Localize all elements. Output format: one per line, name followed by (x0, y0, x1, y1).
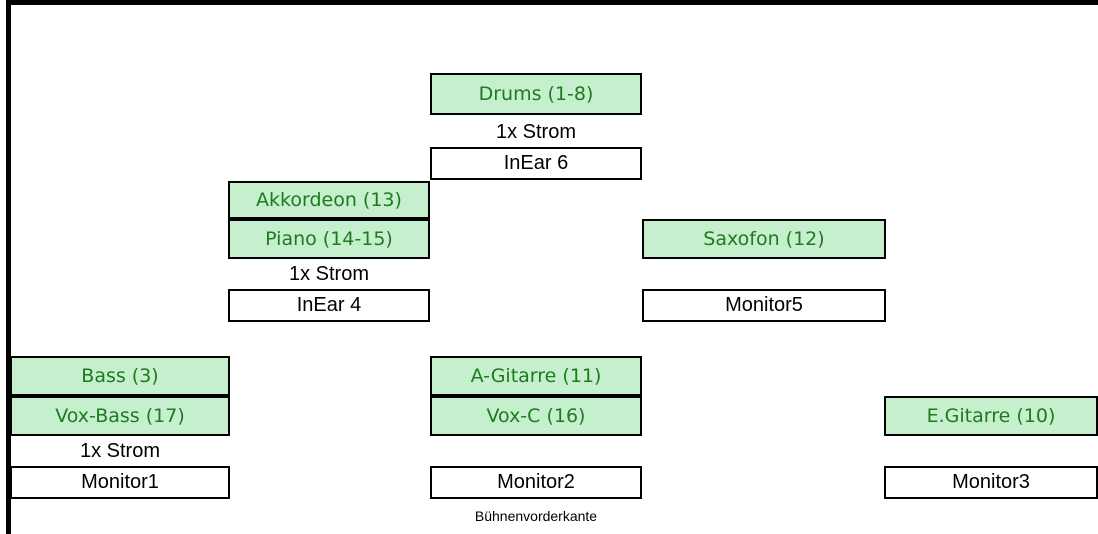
vox-bass-cell[interactable]: Vox-Bass (17) (10, 396, 230, 436)
vox-c-cell[interactable]: Vox-C (16) (430, 396, 642, 436)
saxofon-cell[interactable]: Saxofon (12) (642, 219, 886, 259)
inear4-cell[interactable]: InEar 4 (228, 289, 430, 322)
stage-front-edge-label: Bühnenvorderkante (474, 508, 598, 524)
monitor1-cell[interactable]: Monitor1 (10, 466, 230, 499)
a-gitarre-cell[interactable]: A-Gitarre (11) (430, 356, 642, 396)
akkordeon-cell[interactable]: Akkordeon (13) (228, 181, 430, 219)
monitor2-cell[interactable]: Monitor2 (430, 466, 642, 499)
inear6-cell[interactable]: InEar 6 (430, 147, 642, 180)
drums-cell[interactable]: Drums (1-8) (430, 73, 642, 115)
keys-power-label: 1x Strom (288, 262, 370, 285)
bass-power-label: 1x Strom (79, 439, 161, 462)
drums-power-label: 1x Strom (495, 120, 577, 143)
monitor3-cell[interactable]: Monitor3 (884, 466, 1098, 499)
stage-frame-top (6, 0, 1098, 5)
monitor5-cell[interactable]: Monitor5 (642, 289, 886, 322)
bass-cell[interactable]: Bass (3) (10, 356, 230, 396)
piano-cell[interactable]: Piano (14-15) (228, 219, 430, 259)
e-gitarre-cell[interactable]: E.Gitarre (10) (884, 396, 1098, 436)
